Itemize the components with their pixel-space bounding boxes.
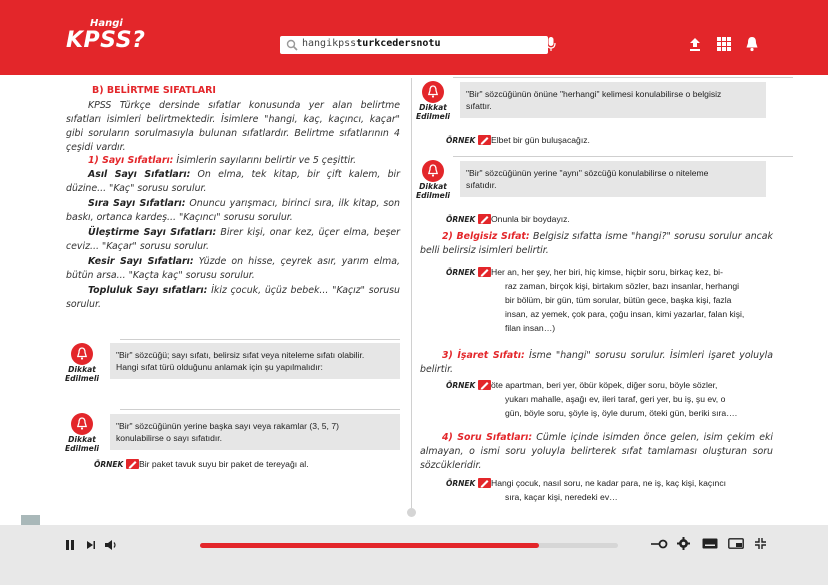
- edilmeli-label: Edilmeli: [415, 191, 451, 200]
- dikkat-box: [110, 343, 400, 379]
- pause-icon[interactable]: [65, 539, 75, 551]
- soru-paragraph: 4) Soru Sıfatları: Cümle içinde isimden önce gelen, isim çekim eki almayan, o ismi soru yoluyla belirterek sıfat tamlaması oluşturan soru sözcükleridir.: [420, 432, 773, 471]
- divider-line: [453, 77, 793, 78]
- dikkat-text-line: "Bir" sözcüğünün önüne "herhangi" kelimesi konulabilirse o belgisiz: [466, 89, 722, 99]
- kesir-paragraph: Kesir Sayı Sıfatları: Yüzde on hisse, çeyrek asır, yarım elma, bütün arsa... "Kaçta kaç" sorusu sorulur.: [66, 256, 401, 281]
- ornek-text: Her an, her şey, her biri, hiç kimse, hiçbir soru, birkaç kez, bi- raz zaman, birçok kişi, birtakım sözler, bazı insanlar, herhangi bir bölüm, bir gün, tüm sorular, bütün gece, başka kişi, fazla insan, az yemek, çok para, çoğu insan, kimi yazarlar, falan kişi, filan insan…): [491, 267, 745, 333]
- search-icon: [286, 39, 298, 51]
- ornek-text: öte apartman, beri yer, öbür köpek, diğer soru, böyle sözler, yukarı mahalle, aşağı ev, ileri taraf, geri yer, bu iş, şu ev, o gün, böyle soru, şöyle iş, öyle durum, öteki gün, beriki sıra….: [491, 380, 738, 418]
- edilmeli-label: Edilmeli: [64, 374, 100, 383]
- pencil-icon: [478, 214, 491, 224]
- dikkat-box: [110, 414, 400, 450]
- alert-bell-icon: [422, 160, 444, 182]
- dikkat-badge: [413, 81, 453, 121]
- dikkat-text-line: "Bir" sözcüğü; sayı sıfatı, belirsiz sıfat veya niteleme sıfatı olabilir.: [116, 350, 365, 360]
- progress-fill: [200, 543, 539, 548]
- dikkat-text-line: konulabilirse o sayı sıfatıdır.: [116, 433, 223, 443]
- fullscreen-icon[interactable]: [754, 537, 767, 550]
- edilmeli-label: Edilmeli: [64, 444, 100, 453]
- alert-bell-icon: [422, 81, 444, 103]
- top-bar: [0, 0, 828, 75]
- left-page: [0, 75, 411, 525]
- ornek-text: Hangi çocuk, nasıl soru, ne kadar para, ne iş, kaç kişi, kaçıncı sıra, kaçar kişi, neredeki ev…: [491, 478, 727, 502]
- dikkat-box: [460, 161, 766, 197]
- ornek-label: ÖRNEK: [446, 135, 491, 145]
- dikkat-box: [460, 82, 766, 118]
- pencil-icon: [478, 267, 491, 277]
- dikkat-text-line: "Bir" sözcüğünün yerine başka sayı veya rakamlar (3, 5, 7): [116, 421, 339, 431]
- dikkat-text-line: sıfatıdır.: [466, 180, 497, 190]
- progress-bar[interactable]: [200, 543, 618, 548]
- belgisiz-paragraph: 2) Belgisiz Sıfat: Belgisiz sıfatta isme "hangi?" sorusu sorulur ancak belli belirsiz isimleri belirtir.: [420, 231, 773, 256]
- microphone-icon[interactable]: [545, 36, 557, 52]
- ornek-text: Bir paket tavuk suyu bir paket de tereyağı al.: [139, 459, 309, 469]
- divider-line: [453, 156, 793, 157]
- asil-paragraph: Asıl Sayı Sıfatları: On elma, tek kitap, bir çift kalem, bir düzine... "Kaç" sorusu sorulur.: [66, 169, 400, 194]
- settings-gear-icon[interactable]: [677, 537, 690, 550]
- dikkat-text-line: sıfattır.: [466, 101, 492, 111]
- ornek-label: ÖRNEK: [446, 214, 491, 224]
- divider-line: [120, 409, 400, 410]
- edilmeli-label: Edilmeli: [415, 112, 451, 121]
- speed-icon[interactable]: [650, 538, 668, 550]
- pencil-icon: [126, 459, 139, 469]
- dikkat-text-line: Hangi sıfat türü olduğunu anlamak için şu yapılmalıdır:: [116, 362, 323, 372]
- grid-icon[interactable]: [716, 36, 732, 52]
- pencil-icon: [478, 478, 491, 488]
- subtitles-icon[interactable]: [702, 538, 718, 549]
- search-value[interactable]: hangikpssturkcedersnotu: [302, 38, 441, 49]
- alert-bell-icon: [71, 413, 93, 435]
- section-heading: B) BELİRTME SIFATLARI: [92, 85, 216, 96]
- ules-paragraph: Üleştirme Sayı Sıfatları: Birer kişi, onar kez, üçer elma, beşer ceviz... "Kaçar" sorusu sorulur.: [66, 227, 400, 252]
- alert-bell-icon: [71, 343, 93, 365]
- divider-line: [120, 339, 400, 340]
- logo[interactable]: [66, 18, 146, 60]
- dikkat-label: Dikkat: [419, 182, 447, 191]
- right-page: [413, 75, 828, 525]
- ornek-label: ÖRNEK: [446, 478, 491, 488]
- topluluk-paragraph: Topluluk Sayı sıfatları: İkiz çocuk, üçüz bebek... "Kaçız" sorusu sorulur.: [66, 285, 401, 310]
- ornek-label: ÖRNEK: [446, 380, 491, 390]
- next-icon[interactable]: [86, 540, 96, 550]
- bell-icon[interactable]: [744, 36, 760, 52]
- dikkat-label: Dikkat: [68, 435, 96, 444]
- isaret-paragraph: 3) İşaret Sıfatı: İsme "hangi" sorusu sorulur. İsimleri işaret yoluyla belirtir.: [420, 350, 773, 375]
- logo-big-text: KPSS?: [66, 28, 146, 53]
- sayi-paragraph: 1) Sayı Sıfatları: İsimlerin sayılarını belirtir ve 5 çeşittir.: [88, 155, 357, 166]
- logo-small-text: Hangi: [90, 18, 123, 29]
- upload-icon[interactable]: [687, 36, 703, 52]
- sira-paragraph: Sıra Sayı Sıfatları: Onuncu yarışmacı, birinci sıra, ilk kitap, son baskı, ortanca kardeş... "Kaçıncı" sorusu sorulur.: [66, 198, 400, 223]
- miniplayer-icon[interactable]: [728, 538, 744, 549]
- intro-paragraph: KPSS Türkçe dersinde sıfatlar konusunda yer alan belirtme sıfatları isimleri belirtmektedir. İsimlere "hangi, kaç, kaçıncı, kaçar" gibi soruların sorulmasıyla bulunan sıfatlardır. Belirtme sıfatlarının 4 çeşidi vardır.: [66, 100, 400, 153]
- dikkat-text-line: "Bir" sözcüğünün yerine "aynı" sözcüğü konulabilirse o niteleme: [466, 168, 709, 178]
- ornek-text: Elbet bir gün buluşacağız.: [491, 135, 590, 145]
- page-divider: [411, 78, 412, 511]
- dikkat-badge: [62, 413, 102, 453]
- player-controls: [0, 525, 828, 585]
- ornek-label: ÖRNEK: [94, 459, 139, 469]
- volume-icon[interactable]: [104, 539, 118, 551]
- ornek-text: Onunla bir boydayız.: [491, 214, 570, 224]
- dikkat-badge: [413, 160, 453, 200]
- ornek-label: ÖRNEK: [446, 267, 491, 277]
- dikkat-badge: [62, 343, 102, 383]
- pencil-icon: [478, 135, 491, 145]
- dikkat-label: Dikkat: [419, 103, 447, 112]
- search-box[interactable]: [280, 36, 548, 54]
- dikkat-label: Dikkat: [68, 365, 96, 374]
- pencil-icon: [478, 380, 491, 390]
